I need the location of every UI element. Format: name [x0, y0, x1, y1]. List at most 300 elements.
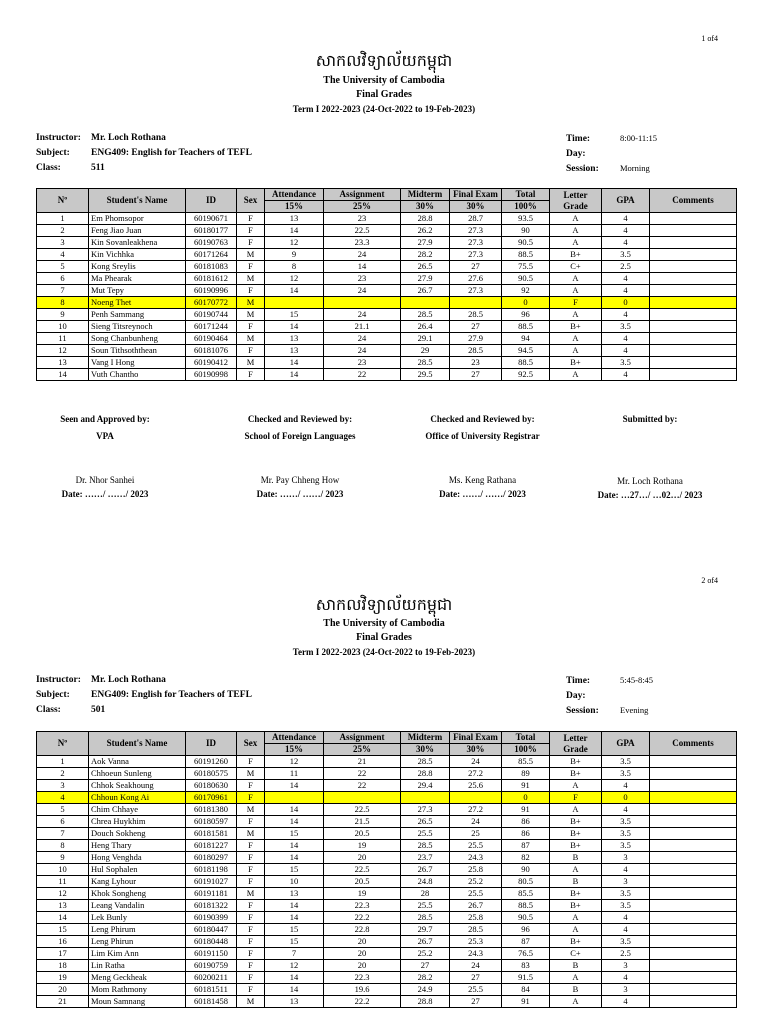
cell-no: 13	[37, 900, 89, 912]
table-row	[37, 225, 737, 237]
cell-gpa: 4	[602, 309, 650, 321]
cell-total: 90.5	[502, 273, 550, 285]
header-assignment-weight: 25%	[324, 744, 401, 756]
cell-comments	[650, 984, 737, 996]
cell-no: 15	[37, 924, 89, 936]
cell-midterm: 26.2	[401, 225, 450, 237]
header-total-weight: 100%	[502, 744, 550, 756]
cell-final: 27.3	[450, 249, 502, 261]
cell-midterm: 27	[401, 960, 450, 972]
cell-sex: F	[237, 852, 265, 864]
header-total-weight: 100%	[502, 201, 550, 213]
cell-midterm: 28.5	[401, 912, 450, 924]
cell-midterm: 28.8	[401, 768, 450, 780]
cell-total: 86	[502, 816, 550, 828]
cell-gpa: 3	[602, 984, 650, 996]
cell-comments	[650, 960, 737, 972]
cell-gpa: 4	[602, 912, 650, 924]
cell-letter: B+	[550, 828, 602, 840]
table-row	[37, 840, 737, 852]
cell-assignment: 22.8	[324, 924, 401, 936]
cell-letter: A	[550, 804, 602, 816]
cell-comments	[650, 249, 737, 261]
university-name: The University of Cambodia	[323, 75, 445, 86]
cell-attendance: 13	[265, 333, 324, 345]
cell-final: 27	[450, 972, 502, 984]
cell-no: 12	[37, 345, 89, 357]
cell-sex: F	[237, 876, 265, 888]
cell-comments	[650, 828, 737, 840]
cell-midterm	[401, 792, 450, 804]
signature-4-title: Submitted by:	[622, 414, 678, 424]
cell-gpa: 0	[602, 297, 650, 309]
cell-final: 25.8	[450, 912, 502, 924]
cell-name: Moun Samnang	[89, 996, 186, 1008]
class-value: 511	[91, 163, 105, 173]
cell-no: 9	[37, 309, 89, 321]
page-2	[0, 570, 768, 1024]
cell-id: 60190763	[186, 237, 237, 249]
cell-midterm: 26.7	[401, 936, 450, 948]
cell-midterm: 29.7	[401, 924, 450, 936]
cell-name: Aok Vanna	[89, 756, 186, 768]
class-label: Class:	[36, 163, 61, 173]
signature-4-date: Date: …27…/ …02…/ 2023	[597, 490, 703, 500]
cell-name: Douch Sokheng	[89, 828, 186, 840]
table-row	[37, 792, 737, 804]
grades-table-1-body	[37, 213, 737, 381]
cell-id: 60180630	[186, 780, 237, 792]
cell-total: 90.5	[502, 237, 550, 249]
cell-total: 88.5	[502, 900, 550, 912]
cell-name: Chrea Huykhim	[89, 816, 186, 828]
time-value: 8:00-11:15	[620, 133, 657, 143]
cell-total: 91.5	[502, 972, 550, 984]
cell-attendance: 14	[265, 780, 324, 792]
cell-comments	[650, 936, 737, 948]
cell-midterm: 27.3	[401, 804, 450, 816]
cell-total: 92.5	[502, 369, 550, 381]
cell-letter: A	[550, 972, 602, 984]
cell-sex: M	[237, 888, 265, 900]
cell-total: 80.5	[502, 876, 550, 888]
header-assignment: Assignment	[324, 189, 401, 201]
cell-gpa: 4	[602, 804, 650, 816]
cell-no: 2	[37, 768, 89, 780]
cell-name: Kang Lyhour	[89, 876, 186, 888]
cell-letter: A	[550, 285, 602, 297]
table-row	[37, 936, 737, 948]
cell-comments	[650, 816, 737, 828]
cell-letter: A	[550, 309, 602, 321]
cell-total: 92	[502, 285, 550, 297]
cell-no: 1	[37, 756, 89, 768]
day-line	[566, 148, 620, 159]
cell-sex: F	[237, 285, 265, 297]
table-row	[37, 345, 737, 357]
cell-name: Sieng Titsreynoch	[89, 321, 186, 333]
cell-name: Kin Sovanleakhena	[89, 237, 186, 249]
cell-no: 13	[37, 357, 89, 369]
cell-name: Heng Thary	[89, 840, 186, 852]
cell-gpa: 3	[602, 852, 650, 864]
cell-total: 0	[502, 297, 550, 309]
cell-letter: A	[550, 912, 602, 924]
cell-assignment: 22.5	[324, 225, 401, 237]
cell-final: 25.5	[450, 984, 502, 996]
cell-comments	[650, 333, 737, 345]
table-row	[37, 888, 737, 900]
cell-assignment: 24	[324, 333, 401, 345]
cell-letter: A	[550, 924, 602, 936]
cell-midterm: 28.8	[401, 213, 450, 225]
cell-total: 0	[502, 792, 550, 804]
cell-gpa: 3	[602, 960, 650, 972]
cell-letter: B+	[550, 888, 602, 900]
instructor-value: Mr. Loch Rothana	[91, 133, 166, 143]
header-attendance-weight: 15%	[265, 201, 324, 213]
cell-attendance: 13	[265, 345, 324, 357]
cell-assignment: 22	[324, 768, 401, 780]
cell-midterm: 29	[401, 345, 450, 357]
cell-total: 84	[502, 984, 550, 996]
cell-total: 90	[502, 225, 550, 237]
table-row	[37, 816, 737, 828]
cell-attendance: 13	[265, 888, 324, 900]
cell-midterm: 26.4	[401, 321, 450, 333]
header-letter: Letter Grade	[550, 189, 602, 213]
cell-letter: B	[550, 852, 602, 864]
cell-attendance: 12	[265, 756, 324, 768]
cell-id: 60170772	[186, 297, 237, 309]
cell-attendance: 15	[265, 924, 324, 936]
cell-id: 60180447	[186, 924, 237, 936]
cell-midterm: 26.7	[401, 864, 450, 876]
cell-final: 27	[450, 321, 502, 333]
header-attendance: Attendance	[265, 189, 324, 201]
cell-total: 83	[502, 960, 550, 972]
cell-assignment: 22.5	[324, 864, 401, 876]
cell-total: 88.5	[502, 321, 550, 333]
cell-assignment: 23.3	[324, 237, 401, 249]
cell-id: 60200211	[186, 972, 237, 984]
cell-assignment: 20.5	[324, 876, 401, 888]
cell-comments	[650, 369, 737, 381]
cell-final: 25.2	[450, 876, 502, 888]
day-label: Day:	[566, 691, 586, 701]
class-line	[36, 163, 105, 173]
time-label: Time:	[566, 676, 591, 686]
cell-total: 91	[502, 996, 550, 1008]
cell-no: 2	[37, 225, 89, 237]
cell-name: Chhoun Kong Ai	[89, 792, 186, 804]
cell-no: 14	[37, 912, 89, 924]
signature-3	[405, 414, 560, 499]
report-title: Final Grades	[356, 89, 412, 100]
cell-sex: F	[237, 900, 265, 912]
cell-sex: F	[237, 213, 265, 225]
grades-table-1	[36, 188, 737, 381]
cell-attendance: 15	[265, 864, 324, 876]
cell-total: 91	[502, 804, 550, 816]
cell-gpa: 4	[602, 780, 650, 792]
cell-attendance: 14	[265, 972, 324, 984]
cell-attendance: 15	[265, 936, 324, 948]
cell-no: 5	[37, 261, 89, 273]
cell-name: Mut Tepy	[89, 285, 186, 297]
cell-sex: F	[237, 321, 265, 333]
cell-no: 8	[37, 840, 89, 852]
cell-assignment: 21	[324, 756, 401, 768]
table-row	[37, 237, 737, 249]
cell-final: 24	[450, 960, 502, 972]
table-row	[37, 285, 737, 297]
cell-letter: C+	[550, 261, 602, 273]
day-line	[566, 690, 620, 701]
cell-letter: B	[550, 876, 602, 888]
cell-sex: F	[237, 960, 265, 972]
cell-id: 60191260	[186, 756, 237, 768]
session-value: Evening	[620, 705, 649, 715]
header-assignment: Assignment	[324, 732, 401, 744]
cell-no: 19	[37, 972, 89, 984]
table-row	[37, 273, 737, 285]
cell-comments	[650, 237, 737, 249]
subject-line	[36, 690, 252, 700]
table-row	[37, 900, 737, 912]
cell-gpa: 4	[602, 273, 650, 285]
cell-total: 93.5	[502, 213, 550, 225]
cell-midterm: 29.5	[401, 369, 450, 381]
time-line	[566, 675, 653, 686]
cell-comments	[650, 273, 737, 285]
class-value: 501	[91, 705, 106, 715]
cell-assignment: 22.2	[324, 996, 401, 1008]
header-midterm: Midterm	[401, 189, 450, 201]
cell-attendance	[265, 792, 324, 804]
cell-final: 28.5	[450, 924, 502, 936]
university-name: The University of Cambodia	[323, 618, 445, 629]
cell-no: 3	[37, 237, 89, 249]
cell-sex: M	[237, 309, 265, 321]
cell-id: 60181612	[186, 273, 237, 285]
cell-comments	[650, 912, 737, 924]
cell-gpa: 4	[602, 237, 650, 249]
grades-table-2-body	[37, 756, 737, 1008]
signature-3-name: Ms. Keng Rathana	[448, 475, 517, 485]
cell-midterm: 27.9	[401, 237, 450, 249]
cell-final: 24	[450, 756, 502, 768]
cell-assignment: 23	[324, 213, 401, 225]
cell-sex: M	[237, 804, 265, 816]
day-label: Day:	[566, 149, 586, 159]
table-row	[37, 984, 737, 996]
header-total: Total	[502, 189, 550, 201]
cell-final: 27	[450, 369, 502, 381]
cell-no: 9	[37, 852, 89, 864]
cell-total: 89	[502, 768, 550, 780]
cell-sex: F	[237, 780, 265, 792]
cell-attendance: 14	[265, 852, 324, 864]
cell-comments	[650, 297, 737, 309]
cell-midterm: 25.2	[401, 948, 450, 960]
cell-midterm: 28.5	[401, 840, 450, 852]
signature-1-date: Date: ……/ ……/ 2023	[61, 489, 149, 499]
subject-line	[36, 148, 252, 158]
cell-letter: B+	[550, 357, 602, 369]
cell-comments	[650, 213, 737, 225]
cell-comments	[650, 357, 737, 369]
cell-name: Vang I Hong	[89, 357, 186, 369]
cell-final: 28.7	[450, 213, 502, 225]
cell-letter: A	[550, 237, 602, 249]
signature-4	[580, 414, 720, 500]
session-value: Morning	[620, 163, 650, 173]
cell-final: 24.3	[450, 948, 502, 960]
cell-name: Mom Rathmony	[89, 984, 186, 996]
cell-gpa: 3.5	[602, 756, 650, 768]
cell-id: 60181322	[186, 900, 237, 912]
cell-id: 60180597	[186, 816, 237, 828]
cell-sex: F	[237, 972, 265, 984]
cell-midterm: 23.7	[401, 852, 450, 864]
cell-name: Leang Vandalin	[89, 900, 186, 912]
cell-no: 21	[37, 996, 89, 1008]
cell-attendance: 14	[265, 285, 324, 297]
cell-name: Hong Venghda	[89, 852, 186, 864]
cell-no: 8	[37, 297, 89, 309]
table-row	[37, 972, 737, 984]
cell-id: 60181458	[186, 996, 237, 1008]
cell-name: Chim Chhaye	[89, 804, 186, 816]
table-row	[37, 996, 737, 1008]
header-attendance-weight: 15%	[265, 744, 324, 756]
cell-id: 60190464	[186, 333, 237, 345]
cell-no: 10	[37, 321, 89, 333]
cell-assignment: 22.3	[324, 900, 401, 912]
cell-sex: M	[237, 768, 265, 780]
cell-id: 60191027	[186, 876, 237, 888]
instructor-line	[36, 133, 166, 143]
cell-midterm: 28.5	[401, 756, 450, 768]
cell-name: Vuth Chantho	[89, 369, 186, 381]
cell-final: 27	[450, 261, 502, 273]
class-line	[36, 705, 105, 715]
signature-1	[40, 414, 170, 499]
cell-gpa: 3.5	[602, 900, 650, 912]
cell-comments	[650, 840, 737, 852]
header-midterm-weight: 30%	[401, 201, 450, 213]
cell-total: 86	[502, 828, 550, 840]
cell-gpa: 4	[602, 972, 650, 984]
cell-name: Penh Sammang	[89, 309, 186, 321]
cell-id: 60180448	[186, 936, 237, 948]
cell-no: 10	[37, 864, 89, 876]
cell-attendance: 13	[265, 213, 324, 225]
cell-assignment: 20	[324, 960, 401, 972]
cell-assignment: 19	[324, 840, 401, 852]
cell-attendance: 12	[265, 960, 324, 972]
cell-midterm: 26.5	[401, 261, 450, 273]
cell-attendance: 12	[265, 237, 324, 249]
cell-name: Leng Phirun	[89, 936, 186, 948]
cell-assignment: 22.5	[324, 804, 401, 816]
cell-assignment: 22.3	[324, 972, 401, 984]
cell-letter: B+	[550, 756, 602, 768]
cell-letter: B+	[550, 321, 602, 333]
cell-id: 60171264	[186, 249, 237, 261]
session-label: Session:	[566, 706, 599, 716]
cell-sex: F	[237, 948, 265, 960]
cell-no: 5	[37, 804, 89, 816]
cell-gpa: 4	[602, 333, 650, 345]
page-number: 1 of4	[701, 34, 718, 43]
cell-gpa: 4	[602, 213, 650, 225]
instructor-value: Mr. Loch Rothana	[91, 675, 166, 685]
table-row	[37, 924, 737, 936]
cell-sex: F	[237, 369, 265, 381]
cell-id: 60170961	[186, 792, 237, 804]
cell-gpa: 4	[602, 369, 650, 381]
header-gpa: GPA	[602, 732, 650, 756]
cell-assignment: 23	[324, 273, 401, 285]
cell-no: 4	[37, 249, 89, 261]
cell-midterm: 29.1	[401, 333, 450, 345]
cell-assignment: 24	[324, 309, 401, 321]
cell-letter: B+	[550, 936, 602, 948]
cell-assignment	[324, 792, 401, 804]
header-sex: Sex	[237, 732, 265, 756]
cell-letter: B+	[550, 816, 602, 828]
cell-assignment: 21.5	[324, 816, 401, 828]
cell-no: 7	[37, 828, 89, 840]
cell-attendance: 12	[265, 273, 324, 285]
cell-no: 11	[37, 333, 89, 345]
cell-midterm: 29.4	[401, 780, 450, 792]
instructor-line	[36, 675, 166, 685]
signature-4-name: Mr. Loch Rothana	[617, 476, 683, 486]
cell-total: 94	[502, 333, 550, 345]
cell-assignment: 22	[324, 369, 401, 381]
cell-final: 25.6	[450, 780, 502, 792]
signature-3-title: Checked and Reviewed by:	[430, 414, 535, 424]
session-label: Session:	[566, 164, 599, 174]
cell-midterm: 28.5	[401, 357, 450, 369]
signature-3-org: Office of University Registrar	[425, 431, 540, 441]
cell-no: 20	[37, 984, 89, 996]
cell-name: Chhok Seakhoung	[89, 780, 186, 792]
cell-attendance: 14	[265, 321, 324, 333]
cell-letter: B	[550, 984, 602, 996]
cell-comments	[650, 285, 737, 297]
cell-midterm: 28.5	[401, 309, 450, 321]
cell-letter: A	[550, 333, 602, 345]
cell-total: 90	[502, 864, 550, 876]
header-letter: Letter Grade	[550, 732, 602, 756]
cell-id: 60190998	[186, 369, 237, 381]
cell-id: 60180297	[186, 852, 237, 864]
cell-sex: F	[237, 936, 265, 948]
cell-comments	[650, 972, 737, 984]
cell-letter: A	[550, 345, 602, 357]
cell-comments	[650, 792, 737, 804]
cell-letter: B+	[550, 768, 602, 780]
signature-1-org: VPA	[96, 431, 114, 441]
cell-letter: A	[550, 369, 602, 381]
header-no: Nº	[37, 732, 89, 756]
header-final: Final Exam	[450, 189, 502, 201]
header-final: Final Exam	[450, 732, 502, 744]
